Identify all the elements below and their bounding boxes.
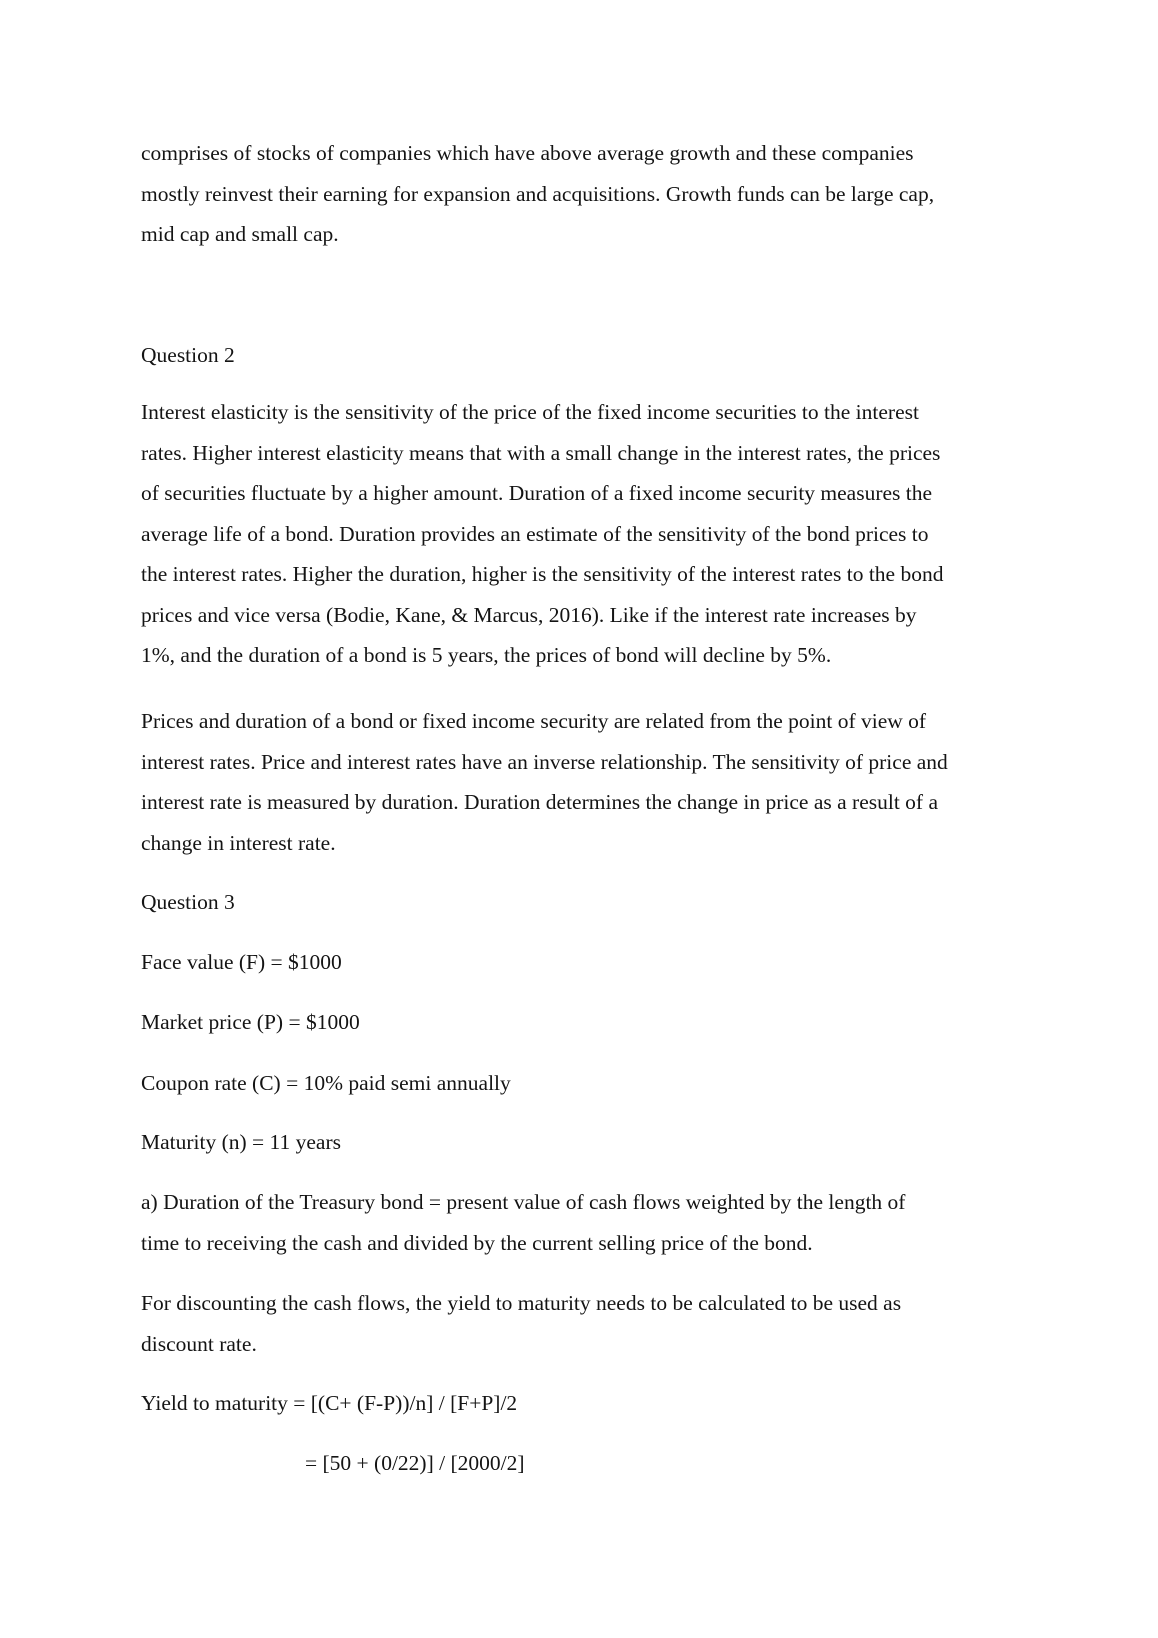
heading-text: Question 2: [141, 343, 235, 367]
text-line: prices and vice versa (Bodie, Kane, & Marcus, 2016). Like if the interest rate increases by: [141, 602, 917, 627]
discounting-note-paragraph: [141, 1283, 1031, 1364]
text-line: Face value (F) = $1000: [141, 950, 342, 974]
text-line: interest rates. Price and interest rates have an inverse relationship. The sensitivity of price and: [141, 749, 948, 774]
text-line: interest rate is measured by duration. Duration determines the change in price as a result of a: [141, 790, 939, 814]
ytm-substitution-line: [141, 1443, 1031, 1484]
text-line: mid cap and small cap.: [141, 222, 339, 246]
text-line: Interest elasticity is the sensitivity of the price of the fixed income securities to the interest: [141, 400, 919, 424]
text-line: time to receiving the cash and divided by the current selling price of the bond.: [141, 1230, 813, 1255]
formula-text: Yield to maturity = [(C+ (F-P))/n] / [F+P]/2: [141, 1391, 518, 1415]
text-line: change in interest rate.: [141, 830, 336, 855]
ytm-formula-line: [141, 1383, 1031, 1424]
text-line: average life of a bond. Duration provides an estimate of the sensitivity of the bond prices to: [141, 521, 929, 546]
question-2-heading: [141, 335, 1031, 376]
intro-paragraph: [141, 133, 1031, 255]
formula-text: = [50 + (0/22)] / [2000/2]: [305, 1451, 525, 1475]
text-line: For discounting the cash flows, the yield to maturity needs to be calculated to be used as: [141, 1291, 902, 1315]
text-line: rates. Higher interest elasticity means that with a small change in the interest rates, the prices: [141, 440, 941, 465]
question-3-heading: [141, 882, 1031, 923]
part-a-paragraph: [141, 1182, 1031, 1263]
text-line: discount rate.: [141, 1331, 257, 1356]
text-line: of securities fluctuate by a higher amount. Duration of a fixed income security measures the: [141, 481, 933, 505]
coupon-rate-line: [141, 1063, 1031, 1104]
heading-text: Question 3: [141, 890, 235, 914]
question-2-paragraph-1: [141, 392, 1031, 676]
text-line: mostly reinvest their earning for expansion and acquisitions. Growth funds can be large cap,: [141, 181, 935, 206]
text-line: the interest rates. Higher the duration, higher is the sensitivity of the interest rates to the bond: [141, 562, 944, 586]
text-line: Market price (P) = $1000: [141, 1010, 360, 1034]
market-price-line: [141, 1002, 1031, 1043]
text-line: comprises of stocks of companies which have above average growth and these companies: [141, 141, 914, 165]
text-line: 1%, and the duration of a bond is 5 years, the prices of bond will decline by 5%.: [141, 643, 832, 667]
text-line: Coupon rate (C) = 10% paid semi annually: [141, 1071, 511, 1095]
question-2-paragraph-2: [141, 701, 1031, 863]
maturity-line: [141, 1122, 1031, 1163]
text-line: Maturity (n) = 11 years: [141, 1130, 341, 1154]
text-line: Prices and duration of a bond or fixed income security are related from the point of view of: [141, 709, 927, 733]
face-value-line: [141, 942, 1031, 983]
text-line: a) Duration of the Treasury bond = present value of cash flows weighted by the length of: [141, 1190, 906, 1214]
